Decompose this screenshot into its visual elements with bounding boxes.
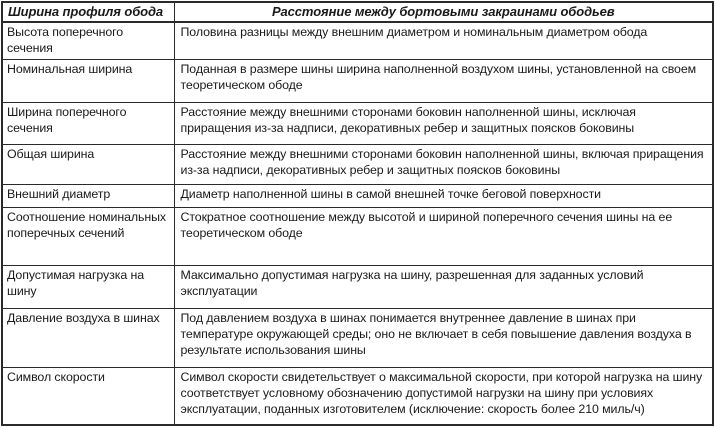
table-row [2, 207, 713, 265]
term-cell: Давление воздуха в шинах [2, 308, 174, 367]
term-cell: Номинальная ширина [2, 59, 174, 102]
table-row [2, 102, 713, 144]
table-header-row [2, 2, 713, 22]
term-cell: Допустимая нагрузка на шину [2, 265, 174, 308]
table-row [2, 265, 713, 308]
definition-cell: Диаметр наполненной шины в самой внешней точке беговой поверхности [174, 185, 713, 208]
table-row [2, 144, 713, 185]
term-cell: Внешний диаметр [2, 185, 174, 208]
definition-cell: Поданная в размере шины ширина наполненной воздухом шины, установленной на своем теоретическом ободе [174, 59, 713, 102]
table-row [2, 308, 713, 367]
table-row [2, 367, 713, 425]
definition-cell: Половина разницы между внешним диаметром и номинальным диаметром обода [174, 22, 713, 59]
term-cell: Высота поперечного сечения [2, 22, 174, 59]
column-header-definition: Расстояние между бортовыми закраинами ободьев [174, 2, 713, 22]
definition-cell: Расстояние между внешними сторонами боковин наполненной шины, включая приращения из-за надписи, декоративных ребер и защитных поясков боковины [174, 144, 713, 185]
column-header-term: Ширина профиля обода [2, 2, 174, 22]
term-cell: Общая ширина [2, 144, 174, 185]
term-cell: Ширина поперечного сечения [2, 102, 174, 144]
term-cell: Соотношение номинальных поперечных сечений [2, 207, 174, 265]
table-row [2, 22, 713, 59]
tire-terms-table [1, 1, 714, 426]
table-row [2, 185, 713, 208]
definition-cell: Под давлением воздуха в шинах понимается внутреннее давление в шинах при температуре окружающей среды; оно не включает в себя повышение давления воздуха в результате использования шины [174, 308, 713, 367]
definition-cell: Символ скорости свидетельствует о максимальной скорости, при которой нагрузка на шину соответствует условному обозначению допустимой нагрузки на шину при условиях эксплуатации, поданных изготовителем (исключение: скорость более 210 миль/ч) [174, 367, 713, 425]
term-cell: Символ скорости [2, 367, 174, 425]
definition-cell: Расстояние между внешними сторонами боковин наполненной шины, исключая приращения из-за надписи, декоративных ребер и защитных поясков боковины [174, 102, 713, 144]
definition-cell: Стократное соотношение между высотой и шириной поперечного сечения шины на ее теоретическом ободе [174, 207, 713, 265]
definition-cell: Максимально допустимая нагрузка на шину, разрешенная для заданных условий эксплуатации [174, 265, 713, 308]
table-row [2, 59, 713, 102]
